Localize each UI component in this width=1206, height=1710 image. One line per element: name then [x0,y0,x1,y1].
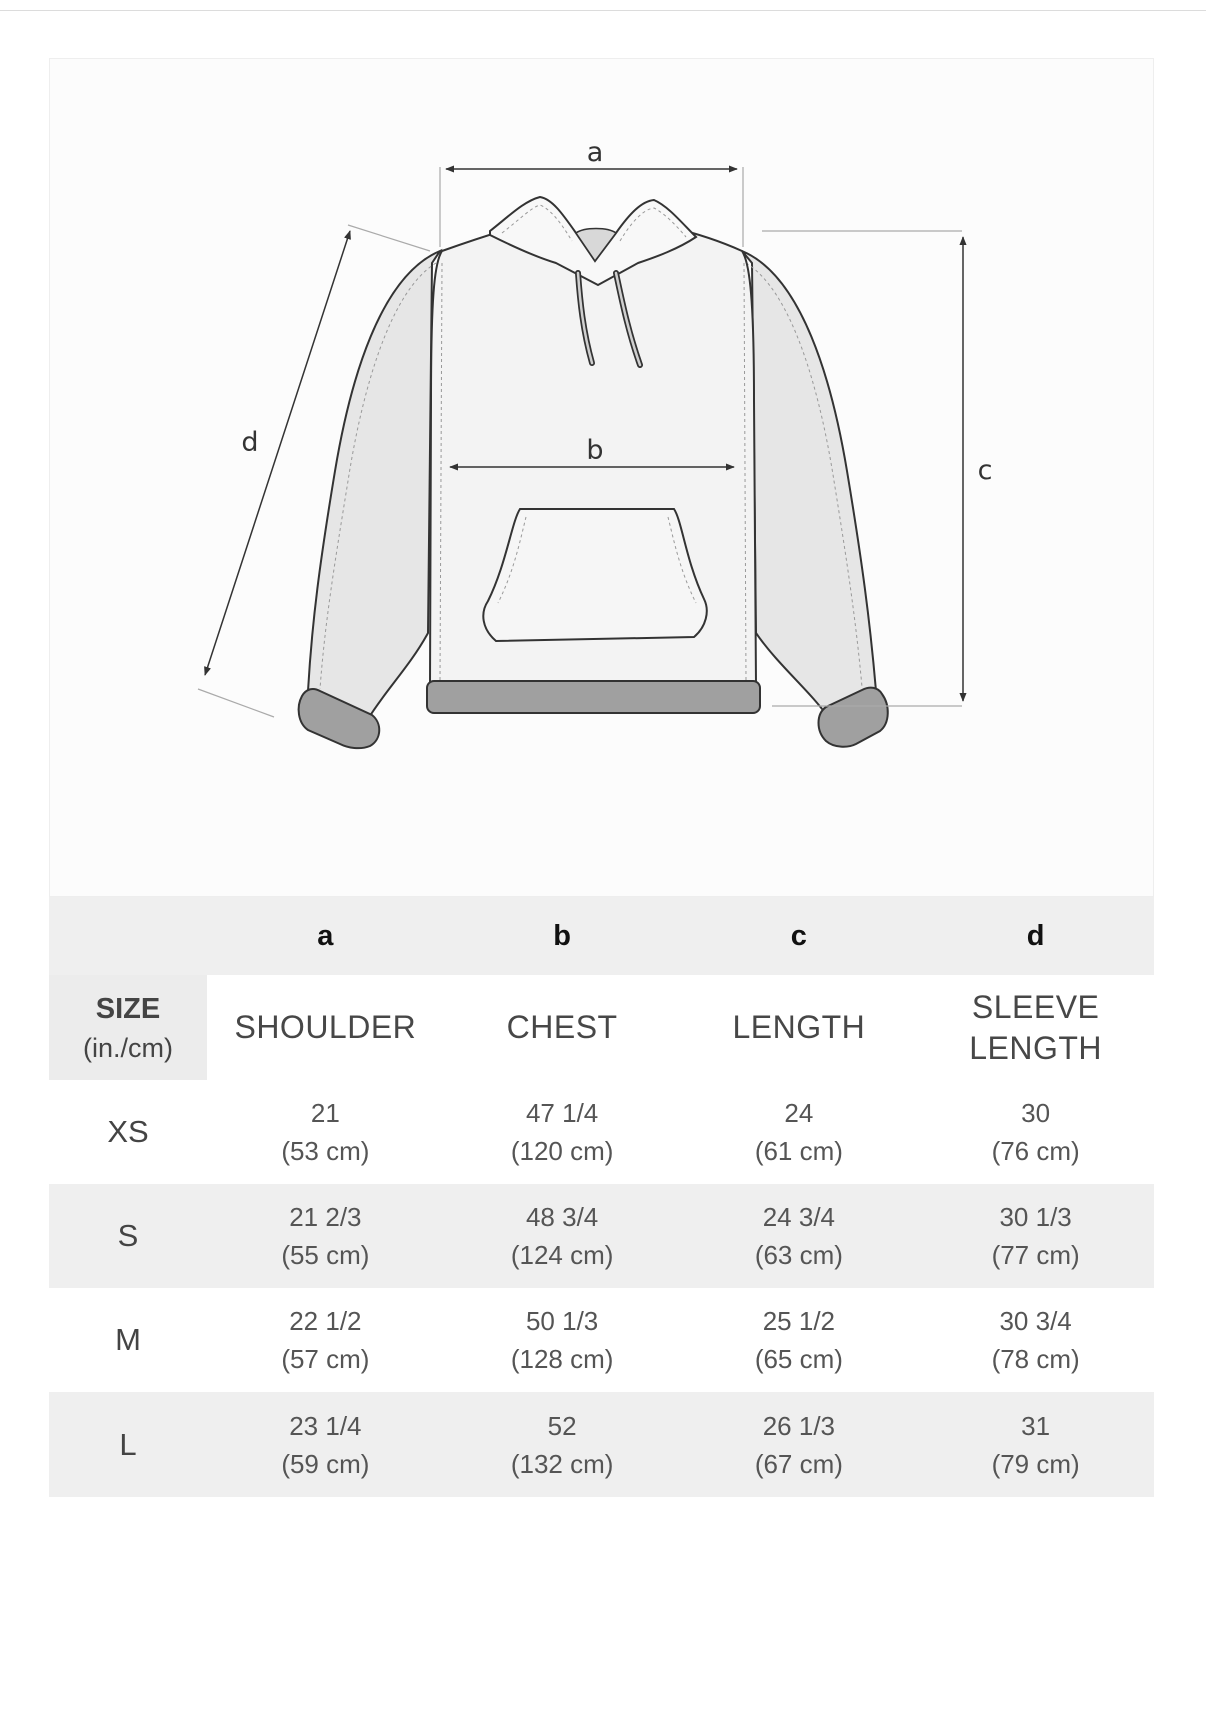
inch-value: 24 3/4 [762,1202,836,1232]
measure-cell [207,1184,444,1288]
label-c: c [977,455,993,486]
label-d: d [241,427,259,458]
measure-cell [681,1080,918,1184]
inch-value: 26 1/3 [762,1410,836,1441]
measure-cell [917,1392,1154,1497]
inch-value: 50 1/3 [525,1306,599,1336]
cm-value: (65 cm) [754,1344,843,1374]
measure-cell [917,1288,1154,1392]
size-header-unit: (in./cm) [83,1032,173,1063]
column-header [207,975,444,1080]
letter-b: b [553,919,571,952]
inch-value: 31 [1021,1410,1051,1441]
label-b: b [586,435,604,466]
cm-value: (61 cm) [754,1136,843,1166]
table-row [49,1392,1154,1497]
size-code: M [115,1322,141,1357]
size-cell [49,1184,207,1288]
column-header [444,975,681,1080]
size-code: S [117,1218,139,1253]
inch-value: 23 1/4 [289,1410,362,1441]
measure-cell [207,1288,444,1392]
measure-cell [681,1392,918,1497]
cm-value: (124 cm) [510,1240,614,1270]
size-cell [49,1080,207,1184]
top-divider [0,10,1206,11]
hem-rib [427,681,760,713]
letter-cell [681,897,918,975]
cm-value: (53 cm) [281,1136,370,1166]
letter-d: d [1026,919,1045,952]
size-header-title: SIZE [95,992,161,1025]
cm-value: (59 cm) [281,1448,370,1479]
inch-value: 21 [310,1098,340,1128]
inch-value: 30 1/3 [999,1202,1072,1232]
hoodie-diagram-panel [49,58,1154,897]
guide-d-bottom [198,689,274,717]
measure-cell [917,1184,1154,1288]
letter-a: a [317,919,334,952]
measure-cell [207,1392,444,1497]
size-header-cell [49,975,207,1080]
kangaroo-pocket [483,509,706,641]
cm-value: (79 cm) [991,1448,1080,1479]
guide-d-top [348,225,430,251]
cm-value: (57 cm) [281,1344,370,1374]
cm-value: (78 cm) [991,1344,1080,1374]
measure-cell [444,1184,681,1288]
cm-value: (77 cm) [991,1240,1080,1270]
column-shoulder: SHOULDER [234,1009,417,1045]
table-row [49,1080,1154,1184]
letter-cell [207,897,444,975]
measure-cell [444,1080,681,1184]
measure-cell [444,1288,681,1392]
cm-value: (128 cm) [510,1344,614,1374]
cm-value: (120 cm) [510,1136,614,1166]
size-cell [49,1288,207,1392]
column-header [681,975,918,1080]
measure-cell [681,1184,918,1288]
inch-value: 25 1/2 [762,1306,836,1336]
left-sleeve [308,251,440,719]
size-chart-table [49,897,1154,1497]
right-sleeve [742,251,876,717]
size-cell [49,1392,207,1497]
table-header-row [49,975,1154,1080]
column-length: LENGTH [732,1009,866,1045]
inch-value: 48 3/4 [525,1202,599,1232]
size-code: L [119,1426,137,1462]
column-sleeve-length: SLEEVE LENGTH [969,988,1103,1066]
table-letter-row [49,897,1154,975]
inch-value: 21 2/3 [289,1202,362,1232]
inch-value: 30 [1021,1098,1051,1128]
inch-value: 22 1/2 [289,1306,362,1336]
hoodie-diagram [50,59,1153,896]
cm-value: (132 cm) [510,1448,614,1479]
table-row [49,1184,1154,1288]
letter-c: c [790,919,807,952]
label-a: a [586,137,604,168]
measure-cell [917,1080,1154,1184]
empty-corner-cell [49,897,207,975]
inch-value: 24 [784,1098,814,1128]
cm-value: (63 cm) [754,1240,843,1270]
table-row [49,1288,1154,1392]
cm-value: (55 cm) [281,1240,370,1270]
measure-cell [207,1080,444,1184]
size-code: XS [107,1114,149,1149]
cm-value: (67 cm) [754,1448,843,1479]
cm-value: (76 cm) [991,1136,1080,1166]
letter-cell [917,897,1154,975]
inch-value: 47 1/4 [525,1098,599,1128]
column-chest: CHEST [506,1009,618,1045]
inch-value: 52 [547,1410,577,1441]
column-header [917,975,1154,1080]
inch-value: 30 3/4 [999,1306,1072,1336]
measure-cell [444,1392,681,1497]
letter-cell [444,897,681,975]
measure-cell [681,1288,918,1392]
